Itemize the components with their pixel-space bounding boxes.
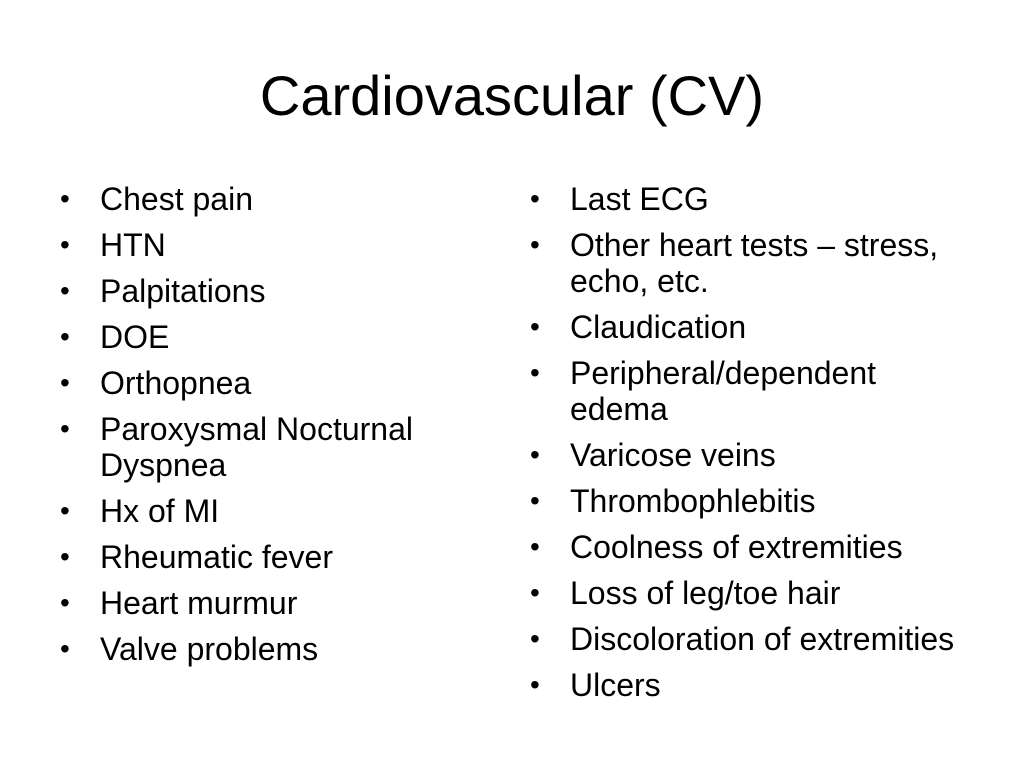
list-item-text: Ulcers bbox=[570, 667, 661, 703]
list-item-text: Palpitations bbox=[100, 273, 266, 309]
list-item-text: Varicose veins bbox=[570, 437, 776, 473]
list-item bbox=[530, 575, 970, 611]
list-item-text: Claudication bbox=[570, 309, 747, 345]
list-item bbox=[530, 227, 970, 299]
list-item-text: Peripheral/dependent edema bbox=[570, 355, 877, 427]
bullet-icon: • bbox=[530, 669, 540, 700]
list-item bbox=[530, 667, 970, 703]
bullet-icon: • bbox=[60, 495, 70, 526]
list-item bbox=[530, 355, 970, 427]
list-item bbox=[60, 411, 480, 483]
list-item bbox=[60, 181, 480, 217]
bullet-icon: • bbox=[530, 439, 540, 470]
bullet-icon: • bbox=[530, 623, 540, 654]
slide-title: Cardiovascular (CV) bbox=[259, 64, 765, 127]
bullet-icon: • bbox=[60, 367, 70, 398]
bullet-icon: • bbox=[60, 183, 70, 214]
list-item-text: Other heart tests – stress, echo, etc. bbox=[570, 227, 939, 299]
list-item bbox=[530, 437, 970, 473]
bullet-icon: • bbox=[60, 633, 70, 664]
list-item-text: Chest pain bbox=[100, 181, 253, 217]
right-bullet-list bbox=[530, 181, 970, 713]
list-item bbox=[530, 483, 970, 519]
list-item bbox=[60, 539, 480, 575]
list-item-text: Last ECG bbox=[570, 181, 709, 217]
list-item-text: Heart murmur bbox=[100, 585, 298, 621]
list-item bbox=[530, 529, 970, 565]
bullet-icon: • bbox=[60, 413, 70, 444]
list-item bbox=[60, 493, 480, 529]
list-item-text: Thrombophlebitis bbox=[570, 483, 816, 519]
list-item bbox=[60, 585, 480, 621]
list-item-text: HTN bbox=[100, 227, 166, 263]
bullet-icon: • bbox=[530, 531, 540, 562]
list-item bbox=[530, 309, 970, 345]
bullet-icon: • bbox=[60, 541, 70, 572]
list-item bbox=[60, 227, 480, 263]
list-item-text: Rheumatic fever bbox=[100, 539, 333, 575]
list-item-text: Loss of leg/toe hair bbox=[570, 575, 841, 611]
list-item bbox=[60, 273, 480, 309]
bullet-icon: • bbox=[60, 587, 70, 618]
bullet-icon: • bbox=[530, 485, 540, 516]
list-item-text: Hx of MI bbox=[100, 493, 220, 529]
bullet-icon: • bbox=[60, 229, 70, 260]
list-item-text: Orthopnea bbox=[100, 365, 252, 401]
list-item-text: Paroxysmal Nocturnal Dyspnea bbox=[100, 411, 413, 483]
list-item-text: Valve problems bbox=[100, 631, 319, 667]
bullet-icon: • bbox=[60, 275, 70, 306]
list-item bbox=[60, 319, 480, 355]
bullet-icon: • bbox=[530, 577, 540, 608]
bullet-icon: • bbox=[530, 183, 540, 214]
list-item bbox=[60, 365, 480, 401]
list-item-text: DOE bbox=[100, 319, 170, 355]
bullet-icon: • bbox=[530, 357, 540, 388]
list-item bbox=[530, 621, 970, 657]
list-item-text: Coolness of extremities bbox=[570, 529, 903, 565]
bullet-icon: • bbox=[60, 321, 70, 352]
list-item bbox=[530, 181, 970, 217]
list-item-text: Discoloration of extremities bbox=[570, 621, 955, 657]
left-bullet-list bbox=[60, 181, 480, 677]
bullet-icon: • bbox=[530, 311, 540, 342]
bullet-icon: • bbox=[530, 229, 540, 260]
list-item bbox=[60, 631, 480, 667]
